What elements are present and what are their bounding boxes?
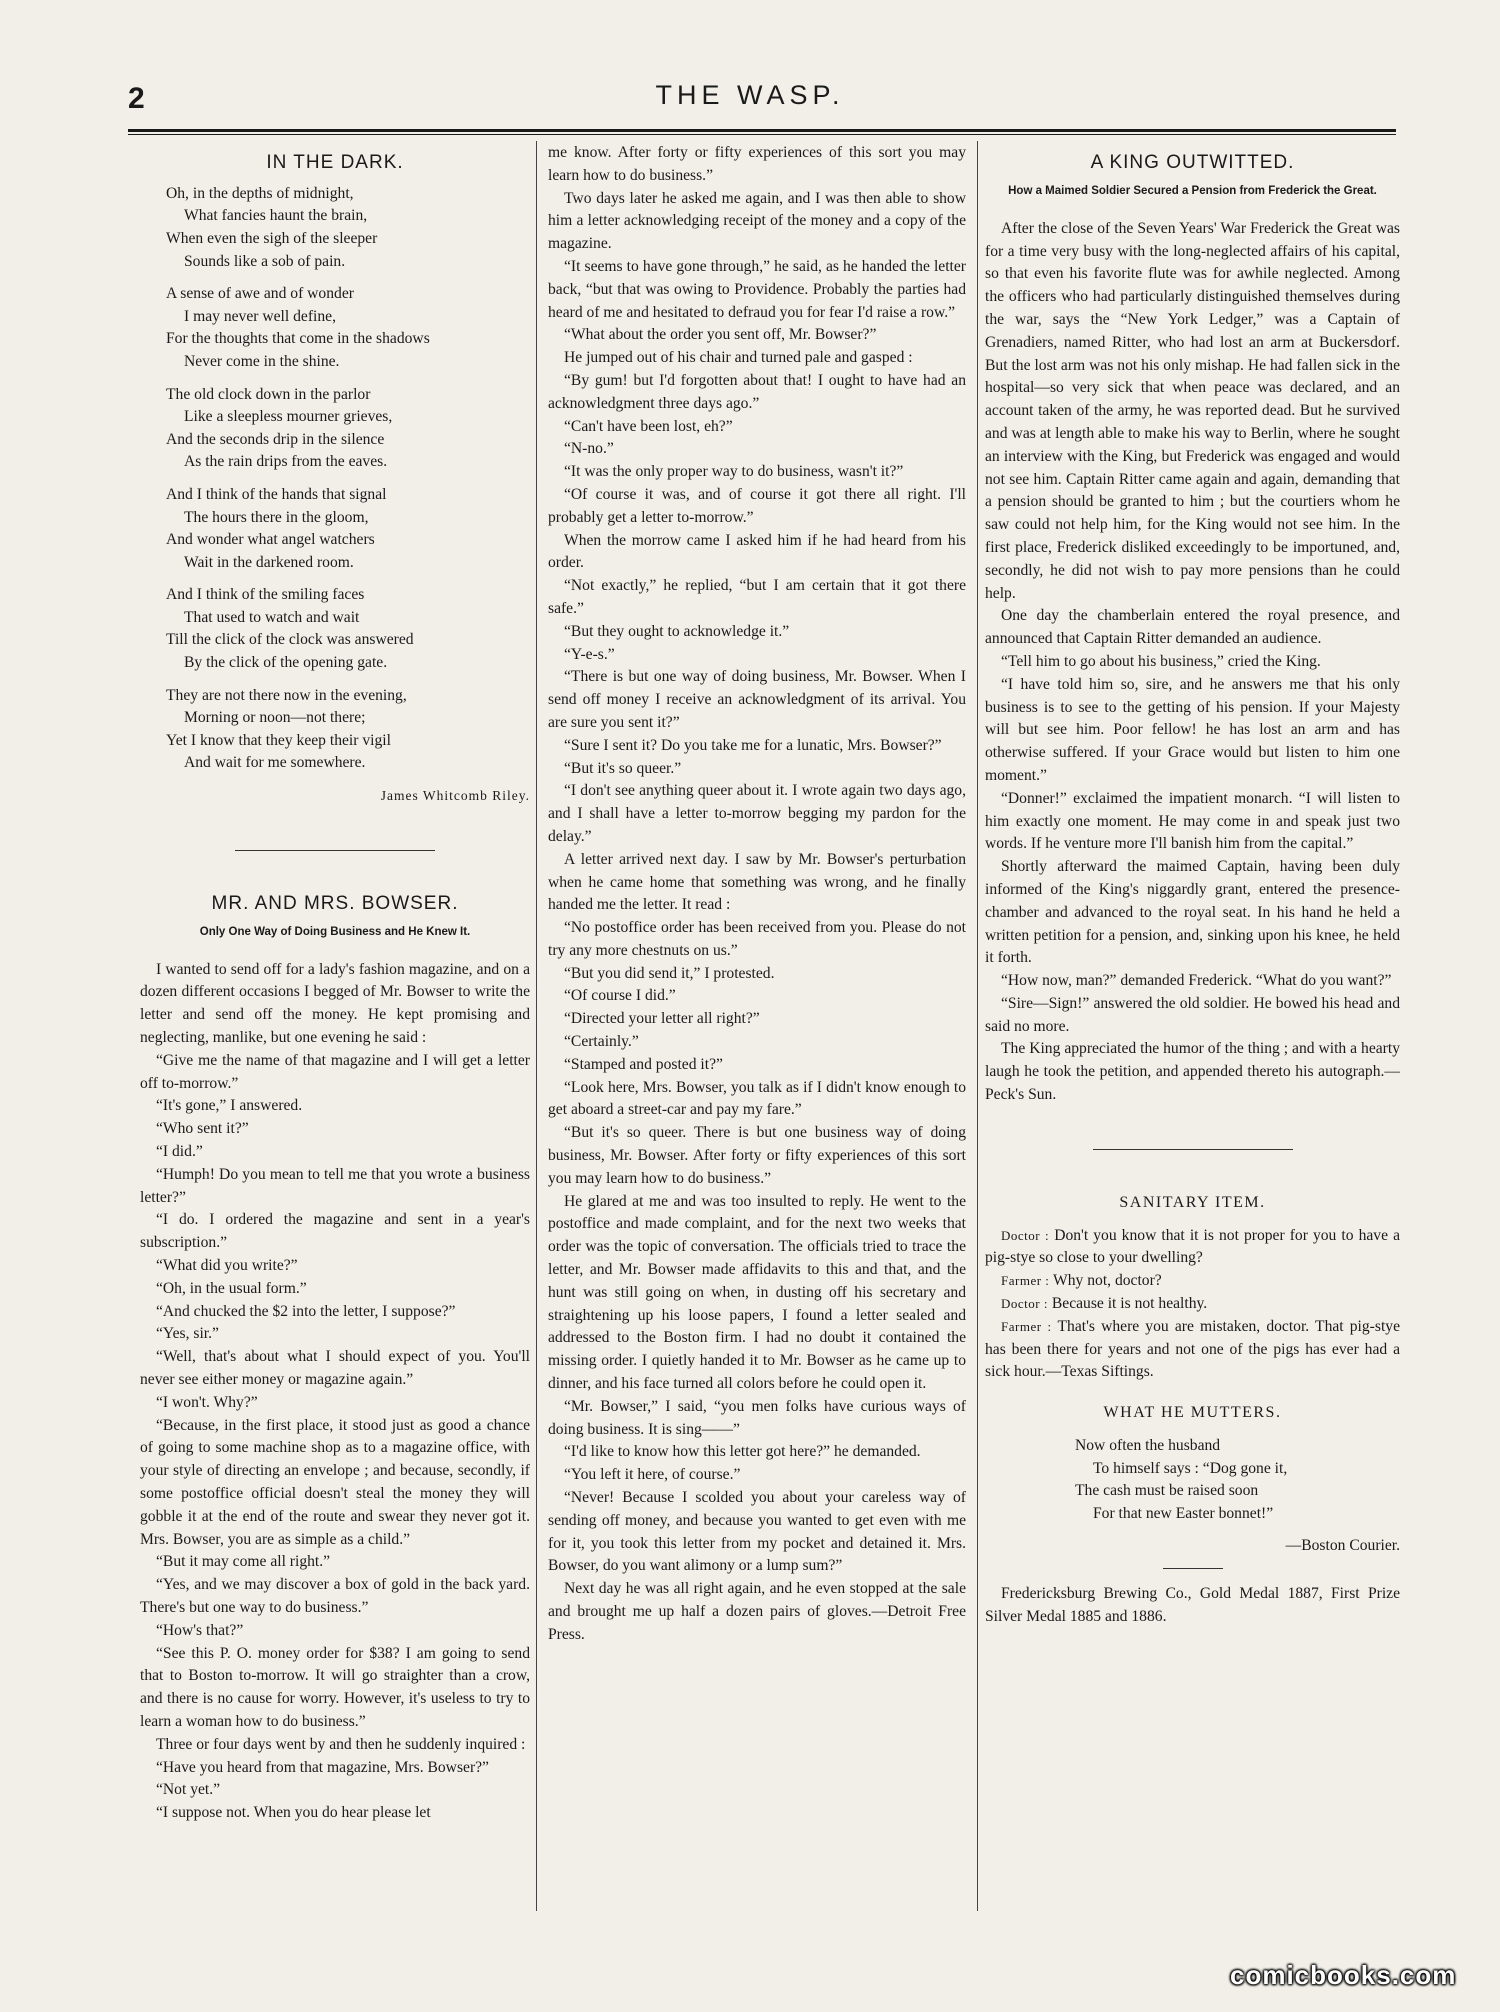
speaker: Farmer : [1001,1318,1052,1334]
dialogue-text: That's where you are mistaken, doctor. That pig-stye has been there for years and not one of the pigs has ever had a sick hour.—Texas Siftings. [985,1317,1400,1381]
poem-line: Sounds like a sob of pain. [184,252,346,270]
poem-line: To himself says : “Dog gone it, [1093,1459,1288,1477]
poem-line: And I think of the smiling faces [166,586,365,604]
paragraph: “See this P. O. money order for $38? I am going to send that to Boston to-morrow. It will go straighter than a crow, and there is no cause for worry. However, it's useless to try to learn a woman how to do business.” [140,1644,530,1730]
story-subtitle: Only One Way of Doing Business and He Knew It. [199,925,471,938]
paragraph: “I won't. Why?” [156,1393,258,1411]
paragraph: “Have you heard from that magazine, Mrs. Bowser?” [156,1758,489,1776]
top-rule [128,129,1396,132]
poem-line: By the click of the opening gate. [184,654,388,672]
speaker: Farmer : [1001,1273,1050,1289]
paragraph: “But it's so queer.” [564,759,682,777]
poem-stanza [140,484,530,574]
poem-stanza [140,183,530,273]
poem-line: And the seconds drip in the silence [166,430,385,448]
section-rule [235,850,435,851]
paragraph: Shortly afterward the maimed Captain, having been duly informed of the King's niggardly grant, entered the presence-chamber and advanced to the royal seat. In his hand he held a written petition for a pension, and, sinking upon his knee, he held it forth. [985,858,1400,967]
poem-line: As the rain drips from the eaves. [184,453,388,471]
paragraph: “I did.” [156,1143,203,1161]
watermark: comicbooks.com [1230,1960,1457,1990]
speaker: Doctor : [1001,1296,1048,1312]
poem-line: The hours there in the gloom, [184,508,369,526]
dialogue-text: Because it is not healthy. [1051,1295,1208,1313]
paragraph: me know. After forty or fifty experiences of this sort you may learn how to do business.” [548,144,966,184]
poem-line: They are not there now in the evening, [166,686,407,704]
paragraph: “Never! Because I scolded you about your careless way of sending off money, and because you wanted to get even with me for it, you took this letter from my pocket and detained it. Mrs. Bowser, do you want alimony or a lump sum?” [548,1489,966,1575]
paragraph: “I have told him so, sire, and he answers me that his only business is to see to the getting of his pension. If your Majesty will but see him. Poor fellow! he has lost an arm and has otherwise suffered. If your Grace would but listen to him one moment.” [985,675,1400,784]
paragraph: “But it's so queer. There is but one business way of doing business, Mr. Bowser. After forty or fifty experiences of this sort you may learn how to do business.” [548,1124,966,1187]
paragraph: “Not exactly,” he replied, “but I am certain that it got there safe.” [548,577,966,617]
paragraph: I wanted to send off for a lady's fashion magazine, and on a dozen different occasions I begged of Mr. Bowser to write the letter and send off the money. He kept promising and neglecting, manlike, but one evening he said : [140,960,530,1047]
poem-line: And wait for me somewhere. [184,754,366,772]
dialogue-line [985,1225,1400,1271]
paragraph: After the close of the Seven Years' War Frederick the Great was for a time very busy with the long-neglected affairs of his capital, so that even his favorite flute was for awhile neglected. Among the officers who had particularly distinguished themselves during the war, says the “New York Ledger,” was a Captain of Grenadiers, named Ritter, who had lost an arm at Buckersdorf. But the lost arm was not his only mishap. He had fallen sick in the hospital—so very sick that when peace was declared, and an account taken of the army, he was reported dead. But he survived and was at length able to make his way to Berlin, where he sought an interview with the King, but Frederick was engaged and would not see him. Captain Ritter came again and again, demanding that a pension should be granted to him ; but the courtiers whom he saw could not help him, for the King would not see him. In the first place, Frederick disliked exceedingly to be importuned, and, secondly, he did not wish to pay more pensions than he could help. [985,219,1400,602]
poem-line: I may never well define, [184,307,336,325]
paragraph: “I suppose not. When you do hear please let [156,1804,431,1822]
paragraph: “Sire—Sign!” answered the old soldier. He bowed his head and said no more. [985,994,1400,1035]
poem-line: Morning or noon—not there; [184,709,366,727]
poem-stanza [140,584,530,674]
paragraph: “Look here, Mrs. Bowser, you talk as if I didn't know enough to get aboard a street-car and pay my fare.” [548,1078,966,1119]
poem-line: That used to watch and wait [184,608,360,626]
paragraph: When the morrow came I asked him if he had heard from his order. [548,531,966,572]
paragraph: “What about the order you sent off, Mr. Bowser?” [564,326,877,344]
paragraph: “Because, in the first place, it stood just as good a chance of going to some machine shop as to a magazine office, with your style of directing an envelope ; and because, secondly, if some postoffice official doesn't steal the money they will gobble it at the end of the route and swear they never got it. Mrs. Bowser, you are as simple as a child.” [140,1416,530,1548]
poem-line: Wait in the darkened room. [184,553,354,571]
paragraph: “Humph! Do you mean to tell me that you wrote a business letter?” [140,1165,530,1206]
paragraph: “No postoffice order has been received from you. Please do not try any more chestnuts on us.” [548,919,966,959]
poem-line: And I think of the hands that signal [166,485,387,503]
paragraph: “Certainly.” [564,1033,639,1051]
paragraph: “Stamped and posted it?” [564,1055,723,1073]
dialogue-line [985,1293,1400,1316]
paragraph: “Well, that's about what I should expect of you. You'll never see either money or magazine again.” [140,1348,530,1388]
poem-line: Like a sleepless mourner grieves, [184,408,393,426]
paragraph: “Mr. Bowser,” I said, “you men folks have curious ways of doing business. It is sing——” [548,1397,966,1438]
poem-stanza [140,685,530,775]
column-3 [985,146,1400,1926]
sanitary-dialogue [985,1225,1400,1385]
paragraph: A letter arrived next day. I saw by Mr. Bowser's perturbation when he came home that something was wrong, and he finally handed me the letter. It read : [548,850,966,914]
column-divider-2 [977,141,978,1911]
story-body [140,959,530,1825]
paragraph: “How now, man?” demanded Frederick. “What do you want?” [1001,972,1392,990]
brewing-ad: Fredericksburg Brewing Co., Gold Medal 1887, First Prize Silver Medal 1885 and 1886. [985,1585,1400,1626]
paragraph: “Give me the name of that magazine and I will get a letter off to-morrow.” [140,1051,530,1092]
top-rule-thin [128,134,1396,135]
dialogue-text: Why not, doctor? [1053,1272,1162,1290]
paragraph: The King appreciated the humor of the thing ; and with a hearty laugh he took the petition, and appended thereto his autograph.—Peck's Sun. [985,1040,1400,1104]
dialogue-text: Don't you know that it is not proper for you to have a pig-stye so close to your dwelling? [985,1226,1400,1267]
poem-line: What fancies haunt the brain, [184,207,368,225]
king-subtitle: How a Maimed Soldier Secured a Pension from Frederick the Great. [1008,184,1377,197]
paragraph: “But you did send it,” I protested. [564,964,775,982]
poem-stanza [140,283,530,373]
short-rule [1163,1568,1223,1569]
paragraph: “Directed your letter all right?” [564,1010,760,1028]
paragraph: “Who sent it?” [156,1120,249,1138]
paragraph: “What did you write?” [156,1257,298,1274]
paragraph: “Oh, in the usual form.” [156,1279,307,1297]
poem-line: For the thoughts that come in the shadows [166,330,430,348]
mutters-title: WHAT HE MUTTERS. [1103,1404,1282,1422]
paragraph: “It seems to have gone through,” he said, as he handed the letter back, “but that was owing to Providence. Probably the parties had heard of me and hesitated to defraud you for fear I'd raise a row.” [548,257,966,321]
king-body [985,218,1400,1107]
paragraph: He jumped out of his chair and turned pale and gasped : [564,349,913,367]
paragraph: “Yes, sir.” [156,1325,219,1343]
masthead: THE WASP. [655,80,845,110]
paragraph: “It was the only proper way to do business, wasn't it?” [564,463,904,481]
paragraph: “And chucked the $2 into the letter, I suppose?” [156,1302,456,1320]
paragraph: “Y-e-s.” [564,645,615,663]
paragraph: “By gum! but I'd forgotten about that! I ought to have had an acknowledgment three days ago.” [548,371,966,412]
poem-line: Never come in the shine. [184,352,340,370]
paragraph: “Sure I sent it? Do you take me for a lunatic, Mrs. Bowser?” [564,736,942,754]
story-title: MR. AND MRS. BOWSER. [211,892,459,914]
poem-line: The cash must be raised soon [1075,1482,1259,1500]
dialogue-line [985,1270,1400,1293]
poem-title: IN THE DARK. [266,152,404,173]
poem-line: Now often the husband [1075,1437,1221,1455]
paragraph: One day the chamberlain entered the royal presence, and announced that Captain Ritter demanded an audience. [985,607,1400,648]
paragraph: Next day he was all right again, and he even stopped at the sale and brought me up half a dozen pairs of gloves.—Detroit Free Press. [548,1580,966,1643]
section-rule-2 [1093,1149,1293,1150]
dialogue-line [985,1316,1400,1384]
column-divider-1 [536,141,537,1911]
poem [140,183,530,775]
king-title: A KING OUTWITTED. [1090,152,1295,173]
poem-line: For that new Easter bonnet!” [1093,1504,1274,1522]
story-continued [548,142,966,1647]
paragraph: He glared at me and was too insulted to reply. He went to the postoffice and made complaint, and for the next two weeks that order was the topic of conversation. The officials tried to trace the letter, and Mr. Bowser made affidavits to this and that, and the hunt was still going on when, in dusting off his secretary and straightening up his loose papers, I found a letter sealed and addressed to the Boston firm. I had no doubt it contained the missing order. I quietly handed it to Mr. Bowser as he came up to dinner, and his face turned all colors before he could open it. [548,1192,966,1393]
column-2 [548,142,966,1922]
paragraph: “Of course I did.” [564,987,676,1005]
poem-line: When even the sigh of the sleeper [166,229,378,247]
paragraph: Three or four days went by and then he suddenly inquired : [156,1735,526,1753]
mutters-poem [985,1435,1400,1525]
paragraph: “Not yet.” [156,1781,221,1799]
paragraph: “Donner!” exclaimed the impatient monarch. “I will listen to him exactly one moment. He may come in and speak just two words. If he venture more I'll banish him from the capital.” [985,789,1400,853]
paragraph: “I'd like to know how this letter got here?” he demanded. [564,1443,921,1461]
paragraph: “N-no.” [564,440,614,458]
mutters-source: —Boston Courier. [1285,1537,1400,1555]
paragraph: “I do. I ordered the magazine and sent in a year's subscription.” [140,1211,530,1252]
poem-line: Till the click of the clock was answered [166,631,414,649]
paragraph: “I don't see anything queer about it. I wrote again two days ago, and I shall have a letter to-morrow begging my pardon for the delay.” [548,782,966,845]
poem-line: The old clock down in the parlor [166,385,371,403]
paragraph: “How's that?” [156,1621,244,1639]
page-number: 2 [128,82,145,115]
paragraph: “Yes, and we may discover a box of gold in the back yard. There's but one way to do business.” [140,1576,530,1616]
paragraph: “But they ought to acknowledge it.” [564,622,790,640]
paragraph: “Of course it was, and of course it got there all right. I'll probably get a letter to-morrow.” [548,485,966,526]
sanitary-title: SANITARY ITEM. [1119,1193,1266,1211]
paragraph: “You left it here, of course.” [564,1466,741,1484]
paragraph: “It's gone,” I answered. [156,1097,303,1115]
poem-line: Oh, in the depths of midnight, [166,184,354,202]
column-1 [140,146,530,1926]
poem-line: Yet I know that they keep their vigil [166,731,391,749]
speaker: Doctor : [1001,1227,1050,1243]
paragraph: “But it may come all right.” [156,1553,331,1571]
poem-stanza [140,384,530,474]
paragraph: “Tell him to go about his business,” cried the King. [1001,652,1321,670]
paragraph: “There is but one way of doing business, Mr. Bowser. When I send off money I receive an acknowledgment of its arrival. You are sure you sent it?” [548,668,966,731]
paragraph: “Can't have been lost, eh?” [564,417,733,435]
paragraph: Two days later he asked me again, and I was then able to show him a letter acknowledging receipt of the money and a copy of the magazine. [548,189,966,253]
poem-line: And wonder what angel watchers [166,531,375,549]
poem-line: A sense of awe and of wonder [166,285,354,303]
poem-author: James Whitcomb Riley. [380,788,530,804]
